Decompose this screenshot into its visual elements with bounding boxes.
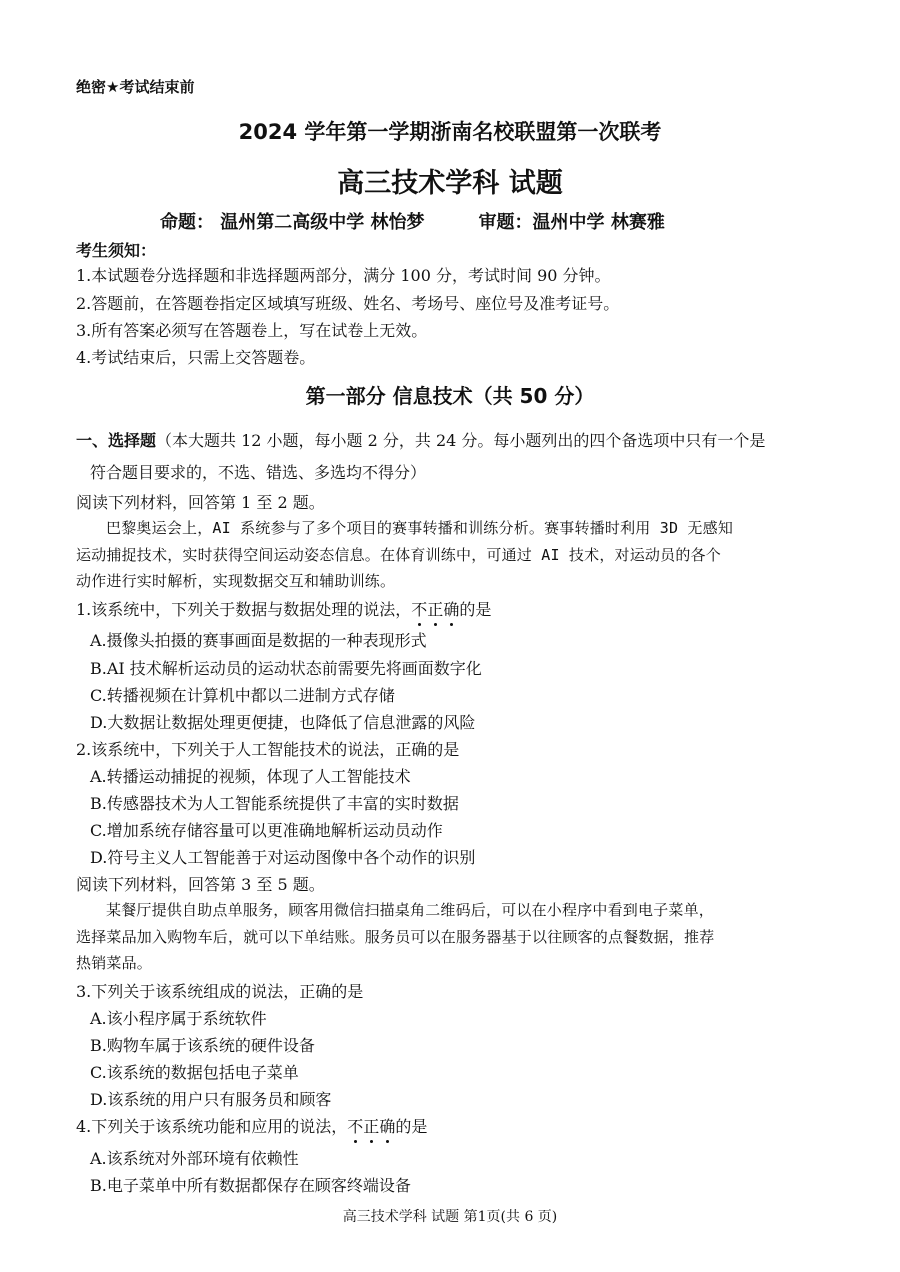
question-1-option: B.AI 技术解析运动员的运动状态前需要先将画面数字化 xyxy=(90,659,482,678)
question-4-stem: 4.下列关于该系统功能和应用的说法，不正确的是 xyxy=(76,1114,427,1137)
question-2-option: C.增加系统存储容量可以更准确地解析运动员动作 xyxy=(90,821,443,840)
authors-line xyxy=(160,208,665,234)
material-line: 热销菜品。 xyxy=(76,954,153,972)
notice-item: 2.答题前，在答题卷指定区域填写班级、姓名、考场号、座位号及准考证号。 xyxy=(76,294,620,313)
question-2-option: A.转播运动捕捉的视频，体现了人工智能技术 xyxy=(90,767,411,786)
part-title: 第一部分 信息技术（共 50 分） xyxy=(305,384,595,408)
reviewer: 审题：温州中学 林赛雅 xyxy=(478,212,665,233)
material-line: 某餐厅提供自助点单服务，顾客用微信扫描桌角二维码后，可以在小程序中看到电子菜单， xyxy=(106,901,715,919)
question-3-stem: 3.下列关于该系统组成的说法，正确的是 xyxy=(76,982,364,1001)
question-2-stem: 2.该系统中，下列关于人工智能技术的说法，正确的是 xyxy=(76,740,460,759)
section-description-cont: 符合题目要求的，不选、错选、多选均不得分） xyxy=(90,463,427,482)
reading-instruction: 阅读下列材料，回答第 3 至 5 题。 xyxy=(76,875,325,894)
material-line: 动作进行实时解析，实现数据交互和辅助训练。 xyxy=(76,572,396,590)
notice-item: 3.所有答案必须写在答题卷上，写在试卷上无效。 xyxy=(76,321,428,340)
question-1-option: C.转播视频在计算机中都以二进制方式存储 xyxy=(90,686,395,705)
setter: 命题： 温州第二高级中学 林怡梦 xyxy=(160,212,425,233)
question-1-stem: 1.该系统中，下列关于数据与数据处理的说法，不正确的是 xyxy=(76,597,491,620)
notice-heading: 考生须知： xyxy=(76,241,157,260)
question-3-option: D.该系统的用户只有服务员和顾客 xyxy=(90,1090,332,1109)
material-line: 巴黎奥运会上，AI 系统参与了多个项目的赛事转播和训练分析。赛事转播时利用 3D 无感知 xyxy=(106,519,734,537)
question-2-option: D.符号主义人工智能善于对运动图像中各个动作的识别 xyxy=(90,848,476,867)
notice-item: 4.考试结束后，只需上交答题卷。 xyxy=(76,348,316,367)
question-2-option: B.传感器技术为人工智能系统提供了丰富的实时数据 xyxy=(90,794,459,813)
question-3-option: C.该系统的数据包括电子菜单 xyxy=(90,1063,299,1082)
question-3-option: A.该小程序属于系统软件 xyxy=(90,1009,267,1028)
emphasis-not-correct: 不正确 xyxy=(411,600,459,619)
section-label: 一、选择题 xyxy=(76,431,157,450)
exam-title: 2024 学年第一学期浙南名校联盟第一次联考 xyxy=(238,120,662,144)
reading-instruction: 阅读下列材料，回答第 1 至 2 题。 xyxy=(76,493,325,512)
confidential-label: 绝密★考试结束前 xyxy=(76,78,195,96)
question-4-option: B.电子菜单中所有数据都保存在顾客终端设备 xyxy=(90,1176,411,1195)
question-1-option: D.大数据让数据处理更便捷，也降低了信息泄露的风险 xyxy=(90,713,476,732)
notice-item: 1.本试题卷分选择题和非选择题两部分，满分 100 分，考试时间 90 分钟。 xyxy=(76,266,611,285)
question-4-option: A.该系统对外部环境有依赖性 xyxy=(90,1149,299,1168)
question-3-option: B.购物车属于该系统的硬件设备 xyxy=(90,1036,315,1055)
page-footer: 高三技术学科 试题 第1页(共 6 页) xyxy=(342,1209,558,1225)
emphasis-not-correct: 不正确 xyxy=(347,1117,395,1136)
material-line: 运动捕捉技术，实时获得空间运动姿态信息。在体育训练中，可通过 AI 技术，对运动员的各个 xyxy=(76,546,721,564)
section-description: （本大题共 12 小题，每小题 2 分，共 24 分。每小题列出的四个备选项中只有一个是 xyxy=(156,431,766,450)
material-line: 选择菜品加入购物车后，就可以下单结账。服务员可以在服务器基于以往顾客的点餐数据，推荐 xyxy=(76,928,715,946)
section-heading xyxy=(76,428,765,451)
question-1-option: A.摄像头拍摄的赛事画面是数据的一种表现形式 xyxy=(90,631,427,650)
subject-title: 高三技术学科 试题 xyxy=(337,168,563,199)
